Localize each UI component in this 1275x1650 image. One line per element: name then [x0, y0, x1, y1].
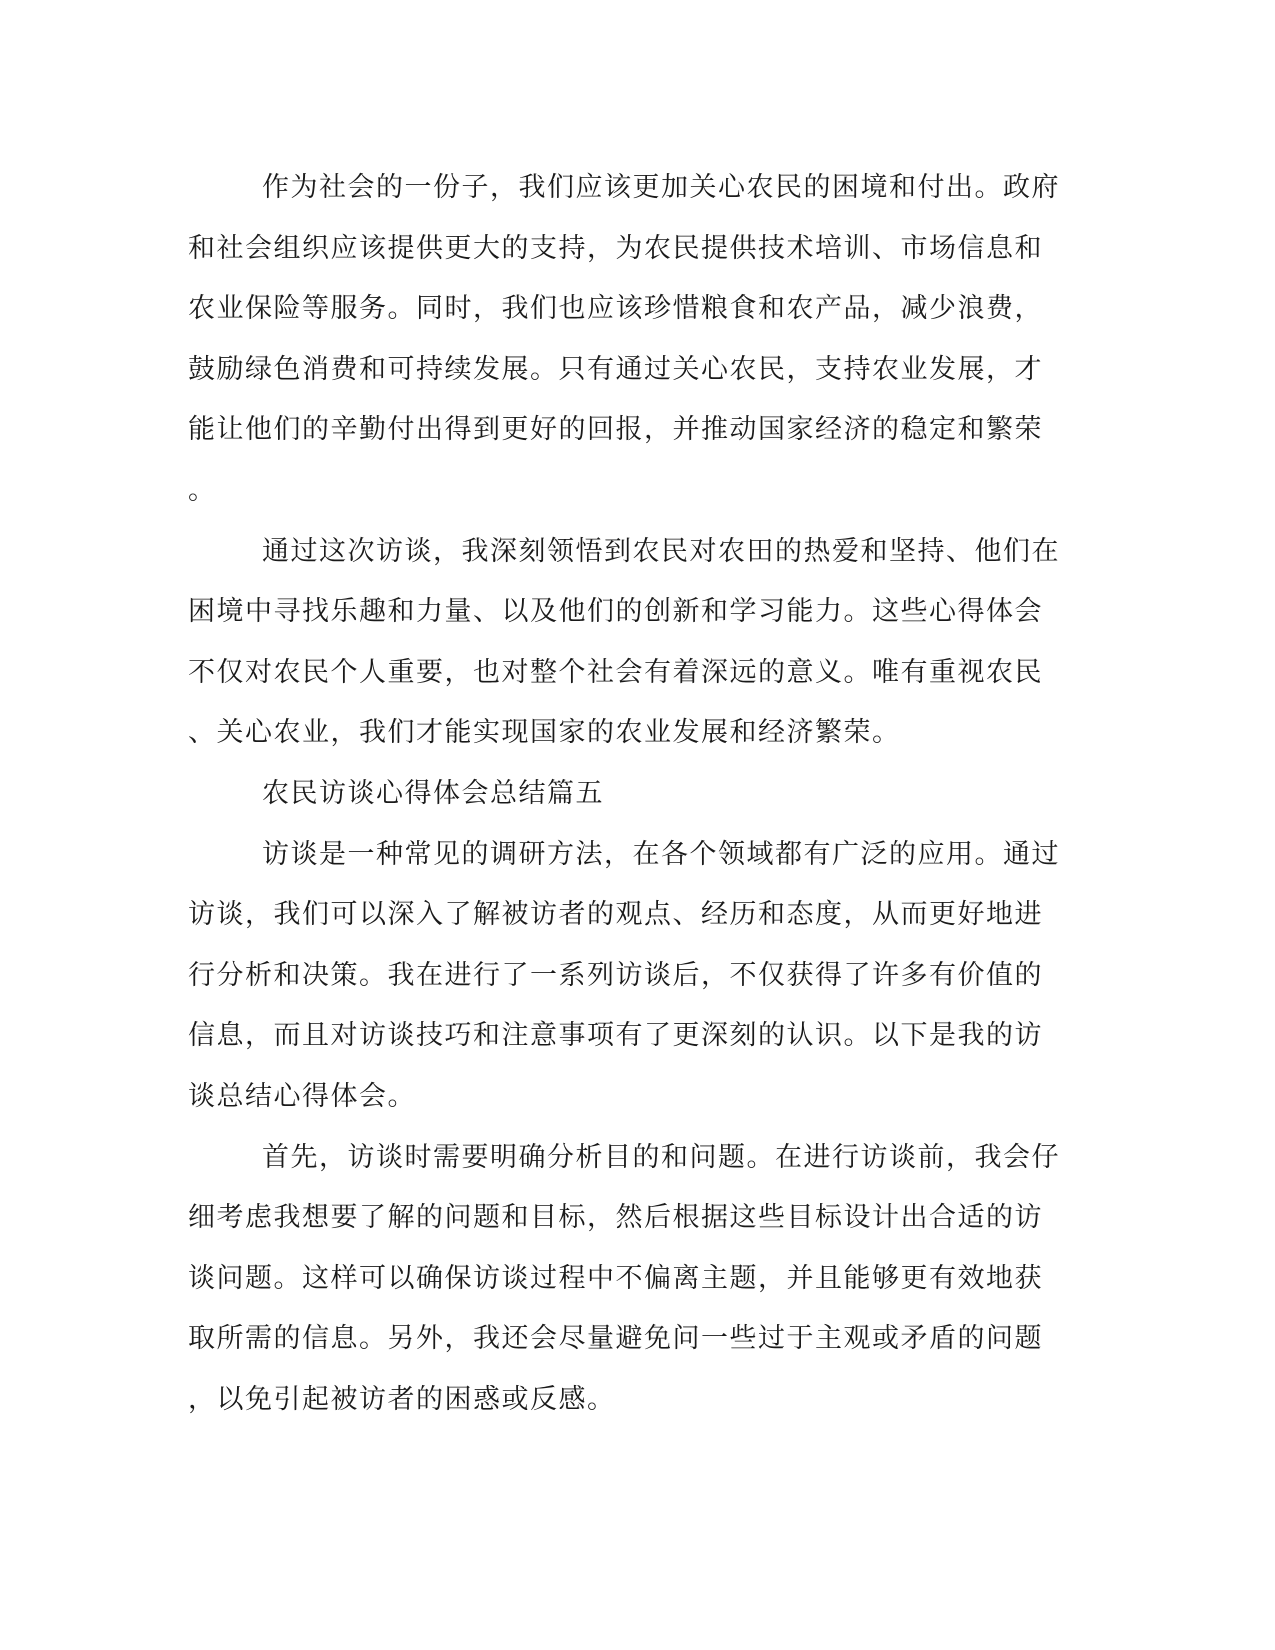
text-line: 访谈是一种常见的调研方法，在各个领域都有广泛的应用。通过 [262, 838, 1060, 870]
text-line: 行分析和决策。我在进行了一系列访谈后，不仅获得了许多有价值的 [188, 959, 1043, 991]
text-line: 鼓励绿色消费和可持续发展。只有通过关心农民，支持农业发展，才 [188, 353, 1043, 385]
text-line: 谈问题。这样可以确保访谈过程中不偏离主题，并且能够更有效地获 [188, 1262, 1043, 1294]
text-line: 首先，访谈时需要明确分析目的和问题。在进行访谈前，我会仔 [262, 1141, 1060, 1173]
section-heading [188, 764, 1078, 825]
text-line: 不仅对农民个人重要，也对整个社会有着深远的意义。唯有重视农民 [188, 656, 1043, 688]
section-heading-text: 农民访谈心得体会总结篇五 [262, 777, 604, 809]
text-line: 和社会组织应该提供更大的支持，为农民提供技术培训、市场信息和 [188, 232, 1043, 264]
paragraph-3 [188, 825, 1078, 1128]
text-line: 作为社会的一份子，我们应该更加关心农民的困境和付出。政府 [262, 172, 1060, 203]
text-line: 困境中寻找乐趣和力量、以及他们的创新和学习能力。这些心得体会 [188, 596, 1043, 628]
text-line: 谈总结心得体会。 [188, 1080, 416, 1112]
text-line: 通过这次访谈，我深刻领悟到农民对农田的热爱和坚持、他们在 [262, 535, 1060, 567]
paragraph-4 [188, 1128, 1078, 1431]
text-line: 能让他们的辛勤付出得到更好的回报，并推动国家经济的稳定和繁荣 [188, 414, 1043, 446]
text-line: 访谈，我们可以深入了解被访者的观点、经历和态度，从而更好地进 [188, 899, 1043, 931]
paragraph-2 [188, 522, 1078, 764]
text-line: 、关心农业，我们才能实现国家的农业发展和经济繁荣。 [188, 717, 901, 749]
document-body [188, 158, 1078, 1430]
paragraph-1 [188, 158, 1078, 522]
text-line: 细考虑我想要了解的问题和目标，然后根据这些目标设计出合适的访 [188, 1202, 1043, 1234]
text-line: 信息，而且对访谈技巧和注意事项有了更深刻的认识。以下是我的访 [188, 1020, 1043, 1052]
text-line: ，以免引起被访者的困惑或反感。 [188, 1383, 616, 1415]
text-line: 取所需的信息。另外，我还会尽量避免问一些过于主观或矛盾的问题 [188, 1323, 1043, 1355]
text-line: 。 [188, 474, 217, 506]
text-line: 农业保险等服务。同时，我们也应该珍惜粮食和农产品，减少浪费， [188, 293, 1043, 325]
